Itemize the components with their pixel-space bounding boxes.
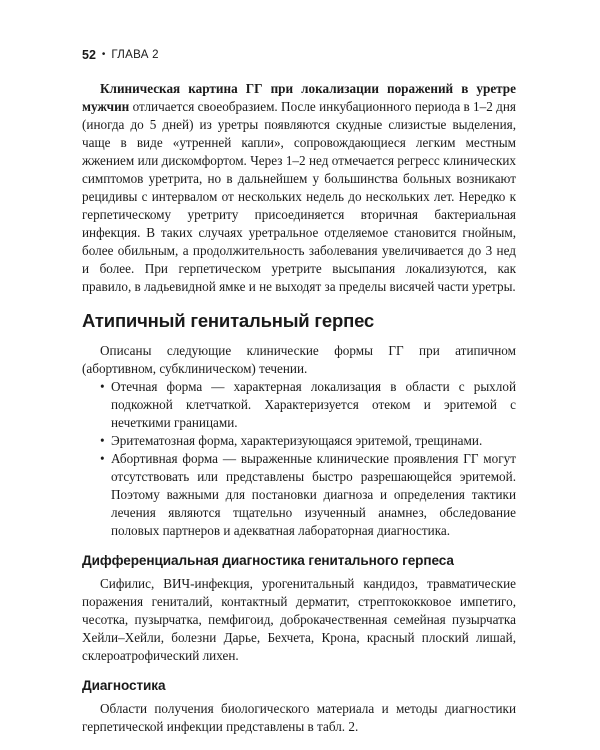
bullet-marker: • <box>100 379 105 394</box>
running-head <box>82 46 516 64</box>
list-item-text: Эритематозная форма, характеризующаяся эритемой, трещинами. <box>111 433 483 448</box>
differential-paragraph: Сифилис, ВИЧ-инфекция, урогенитальный кандидоз, травматические поражения гениталий, контактный дерматит, стрептококковое импетиго, чесотка, пузырчатка, пемфигоид, доброкачественная семейная пузырчатка Хейли–Хейли, болезни Дарье, Бехчета, Крона, красный плоский лишай, склероатрофический лихен. <box>82 576 516 663</box>
differential-heading: Дифференциальная диагностика генитального герпеса <box>82 553 454 568</box>
list-item-text: Отечная форма — характерная локализация в области с рыхлой подкожной клетчаткой. Характеризуется отеком и эритемой с нечеткими границами. <box>111 379 516 430</box>
intro-paragraph <box>82 80 516 296</box>
bullet-marker: • <box>100 433 105 448</box>
intro-bold-lead: Клиническая картина ГГ при локализации поражений в уретре мужчин <box>82 81 516 114</box>
list-item <box>100 432 516 450</box>
page-number: 52 <box>82 48 96 62</box>
list-item <box>100 450 516 540</box>
diagnostics-heading: Диагностика <box>82 678 166 693</box>
list-item-text: Абортивная форма — выраженные клинические проявления ГГ могут отсутствовать или представлены быстро разрешающейся эритемой. Поэтому важными для постановки диагноза и определения тактики лечения являются тщательно изученный анамнез, обследование половых партнеров и адекватная лабораторная диагностика. <box>111 451 516 538</box>
separator-bullet: • <box>101 49 106 60</box>
list-item <box>100 378 516 432</box>
intro-text: отличается своеобразием. После инкубационного периода в 1–2 дня (иногда до 5 дней) из уретры появляются скудные слизистые выделения, чаще в виде «утренней капли», сопровождающиеся легким местным жжением или дискомфортом. Через 1–2 нед отмечается регресс клинических симптомов уретрита, но в дальнейшем у большинства больных возникают рецидивы с интервалом от нескольких недель до нескольких лет. Нередко к герпетическому уретриту присоединяется вторичная бактериальная инфекция. В таких случаях уретральное отделяемое становится гнойным, более обильным, а продолжительность заболевания увеличивается до 3 нед и более. При герпетическом уретрите высыпания локализуются, как правило, в ладьевидной ямке и не выходят за пределы висячей части уретры. <box>82 99 516 294</box>
diagnostics-paragraph: Области получения биологического материала и методы диагностики герпетической инфекции представлены в табл. 2. <box>82 701 516 734</box>
atypical-forms-list <box>82 378 516 540</box>
book-page <box>82 46 516 736</box>
bullet-marker: • <box>100 451 105 466</box>
chapter-title: ГЛАВА 2 <box>111 49 159 61</box>
atypical-heading: Атипичный генитальный герпес <box>82 310 375 331</box>
atypical-intro: Описаны следующие клинические формы ГГ при атипичном (абортивном, субклиническом) течении. <box>82 343 516 376</box>
